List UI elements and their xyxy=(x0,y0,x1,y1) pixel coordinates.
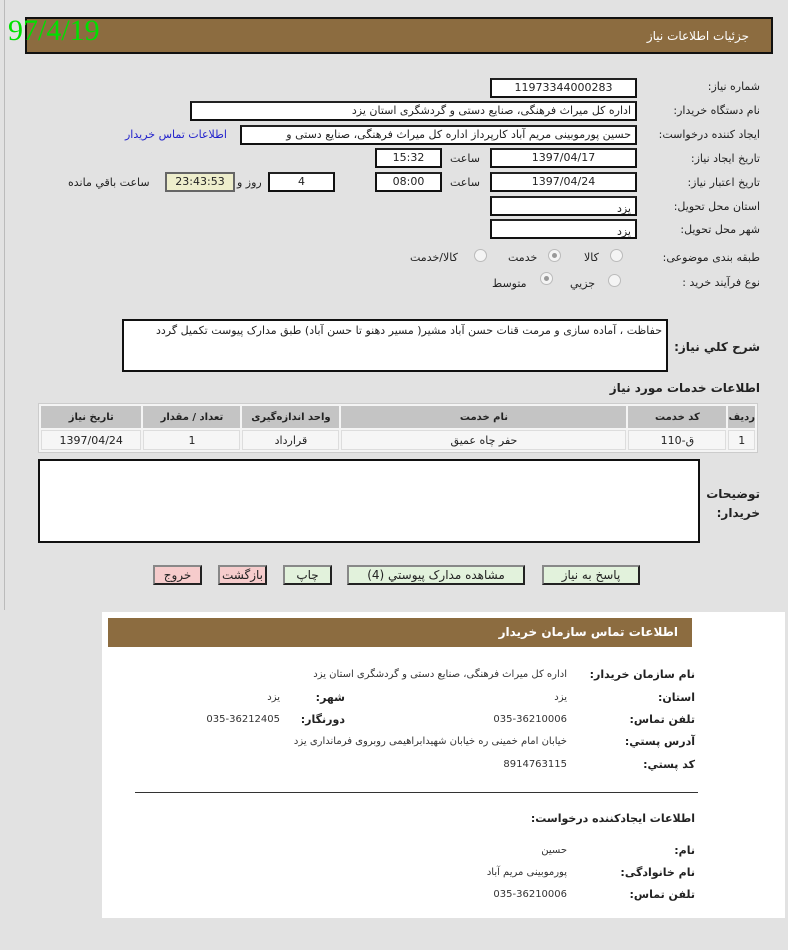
left-border xyxy=(4,0,5,610)
creator-title: اطلاعات ایجادکننده درخواست: xyxy=(530,812,695,825)
category-option-both: کالا/خدمت xyxy=(410,251,458,264)
postal-label: کد پستي: xyxy=(643,758,695,771)
attachments-button[interactable]: مشاهده مدارک پیوستي (4) xyxy=(347,565,525,585)
category-option-goods: کالا xyxy=(584,251,599,264)
fax-value: 035-36212405 xyxy=(206,714,280,725)
creator-phone-value: 035-36210006 xyxy=(493,889,567,900)
stamp-date: 97/4/19 xyxy=(8,14,100,47)
created-time-field[interactable]: 15:32 xyxy=(375,148,442,168)
reply-button[interactable]: پاسخ به نیاز xyxy=(542,565,640,585)
category-label: طبقه بندی موضوعی: xyxy=(662,251,760,264)
city-label: شهر محل تحویل: xyxy=(680,223,760,236)
buyer-org-field[interactable]: اداره کل میراث فرهنگی، صنایع دستی و گردشگری استان یزد xyxy=(190,101,637,121)
category-radio-service[interactable] xyxy=(548,249,561,262)
cell-date: 1397/04/24 xyxy=(41,430,141,450)
col-row: ردیف xyxy=(728,406,755,428)
province-field[interactable]: یزد xyxy=(490,196,637,216)
days-field[interactable]: 4 xyxy=(268,172,335,192)
city-field[interactable]: یزد xyxy=(490,219,637,239)
col-date: تاریخ نیاز xyxy=(41,406,141,428)
buyer-org-label: نام دستگاه خریدار: xyxy=(673,104,760,117)
col-qty: تعداد / مقدار xyxy=(143,406,240,428)
created-label: تاریخ ایجاد نیاز: xyxy=(690,152,760,165)
valid-time-label: ساعت xyxy=(450,176,480,189)
purchase-type-label: نوع فرآیند خرید : xyxy=(682,276,760,289)
purchase-option-medium: متوسط xyxy=(492,277,527,290)
need-number-field[interactable]: 11973344000283 xyxy=(490,78,637,98)
col-code: کد خدمت xyxy=(628,406,726,428)
family-value: پورموبینی مریم آباد xyxy=(486,867,567,878)
back-button[interactable]: بازگشت xyxy=(218,565,267,585)
purchase-option-minor: جزیي xyxy=(570,277,596,290)
days-label: روز و xyxy=(237,176,262,189)
province-value: یزد xyxy=(554,692,567,703)
category-radio-goods[interactable] xyxy=(610,249,623,262)
family-label: نام خانوادگی: xyxy=(620,866,695,879)
fax-label: دورنگار: xyxy=(300,713,345,726)
need-number-label: شماره نیاز: xyxy=(707,80,760,93)
notes-field[interactable] xyxy=(38,459,700,543)
org-value: اداره کل میراث فرهنگی، صنایع دستی و گردشگری استان یزد xyxy=(313,669,567,680)
valid-label: تاریخ اعتبار نیاز: xyxy=(687,176,760,189)
phone-value: 035-36210006 xyxy=(493,714,567,725)
table-row xyxy=(41,430,755,450)
postal-value: 8914763115 xyxy=(503,759,567,770)
cell-code: ق-110 xyxy=(628,430,726,450)
phone-label: تلفن تماس: xyxy=(629,713,695,726)
valid-date-field[interactable]: 1397/04/24 xyxy=(490,172,637,192)
creator-label: ایجاد کننده درخواست: xyxy=(658,128,760,141)
province-label: استان: xyxy=(658,691,695,704)
exit-button[interactable]: خروج xyxy=(153,565,202,585)
city-value: یزد xyxy=(267,692,280,703)
header-bar xyxy=(25,17,773,54)
remaining-time-field: 23:43:53 xyxy=(165,172,235,192)
contact-panel xyxy=(102,612,785,918)
services-table xyxy=(38,403,758,453)
services-title: اطلاعات خدمات مورد نیاز xyxy=(609,381,760,395)
print-button[interactable]: چاپ xyxy=(283,565,332,585)
purchase-radio-minor[interactable] xyxy=(608,274,621,287)
created-time-label: ساعت xyxy=(450,152,480,165)
name-value: حسین xyxy=(541,845,567,856)
table-header xyxy=(41,406,755,428)
notes-label-2: خریدار: xyxy=(716,506,760,520)
creator-field[interactable]: حسین پورموبینی مریم آباد کارپرداز اداره کل میراث فرهنگی، صنایع دستی و xyxy=(240,125,637,145)
contact-header xyxy=(108,618,692,647)
purchase-radio-medium[interactable] xyxy=(540,272,553,285)
province-label: استان محل تحویل: xyxy=(673,200,760,213)
category-option-service: خدمت xyxy=(508,251,538,264)
contact-title: اطلاعات تماس سازمان خریدار xyxy=(498,625,678,639)
valid-time-field[interactable]: 08:00 xyxy=(375,172,442,192)
creator-phone-label: تلفن تماس: xyxy=(629,888,695,901)
notes-label: توضیحات xyxy=(706,487,760,501)
org-label: نام سازمان خریدار: xyxy=(589,668,695,681)
cell-row: 1 xyxy=(728,430,755,450)
remaining-label: ساعت باقي مانده xyxy=(68,176,150,189)
description-field[interactable]: حفاظت ، آماده سازی و مرمت قنات حسن آباد مشیر( مسیر دهنو تا حسن آباد) طبق مدارک پیوست تکمیل گردد xyxy=(122,319,668,372)
col-name: نام خدمت xyxy=(341,406,626,428)
created-date-field[interactable]: 1397/04/17 xyxy=(490,148,637,168)
city-label: شهر: xyxy=(315,691,345,704)
category-radio-both[interactable] xyxy=(474,249,487,262)
divider xyxy=(135,792,698,793)
address-label: آدرس پستي: xyxy=(624,735,695,748)
buyer-contact-link[interactable]: اطلاعات تماس خریدار xyxy=(125,128,227,141)
name-label: نام: xyxy=(674,844,695,857)
cell-qty: 1 xyxy=(143,430,240,450)
col-unit: واحد اندازه‌گیری xyxy=(242,406,339,428)
description-label: شرح كلي نياز: xyxy=(674,340,760,354)
cell-name: حفر چاه عمیق xyxy=(341,430,626,450)
header-title: جزئیات اطلاعات نیاز xyxy=(646,29,749,43)
cell-unit: قرارداد xyxy=(242,430,339,450)
address-value: خیابان امام خمینی ره خیابان شهیدابراهیمی روبروی فرمانداری یزد xyxy=(293,736,567,747)
